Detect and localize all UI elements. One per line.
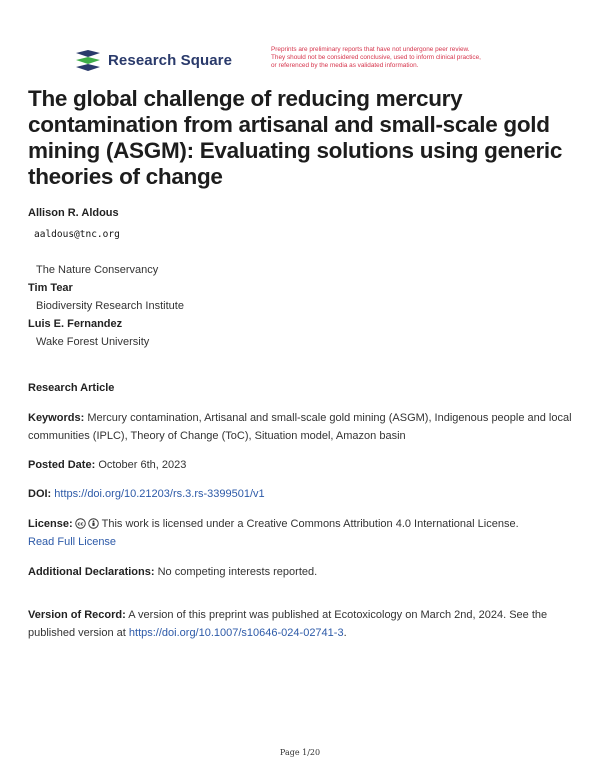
license (28, 515, 576, 551)
page-number: Page 1/20 (279, 748, 321, 757)
keywords-label: Keywords: (28, 412, 85, 424)
preprint-disclaimer (271, 46, 541, 70)
author-affiliation: The Nature Conservancy (36, 264, 159, 276)
research-square-logo[interactable] (74, 49, 232, 71)
author-name: Tim Tear (28, 282, 73, 294)
posted-date (28, 456, 576, 474)
svg-text:cc: cc (77, 521, 84, 528)
brand-name: Research Square (108, 51, 233, 69)
license-label: License: (28, 518, 73, 530)
version-text: A version of this preprint was published at Ecotoxicology on March 2nd, 2024. See the published version at (28, 609, 548, 639)
version-of-record (28, 606, 576, 642)
doi-label: DOI: (28, 488, 52, 500)
posted-date-label: Posted Date: (28, 459, 96, 471)
cc-icon (75, 518, 86, 529)
version-link[interactable]: https://doi.org/10.1007/s10646-024-02741-3 (128, 627, 344, 639)
version-end: . (343, 627, 347, 639)
disclaimer-line: They should not be considered conclusive, used to inform clinical practice, (271, 54, 481, 61)
keywords (28, 409, 576, 445)
author-affiliation: Biodiversity Research Institute (36, 300, 184, 312)
license-text: This work is licensed under a Creative Commons Attribution 4.0 International License. (101, 518, 519, 530)
article-type (28, 379, 576, 397)
article-type-label: Research Article (28, 382, 115, 394)
declarations-label: Additional Declarations: (28, 566, 155, 578)
author-name: Allison R. Aldous (28, 207, 119, 219)
additional-declarations (28, 563, 576, 581)
declarations-text: No competing interests reported. (157, 566, 318, 578)
by-icon (88, 518, 99, 529)
disclaimer-line: Preprints are preliminary reports that have not undergone peer review. (271, 46, 470, 53)
disclaimer-line: or referenced by the media as validated information. (271, 62, 419, 69)
author-name: Luis E. Fernandez (28, 318, 123, 330)
doi-link[interactable]: https://doi.org/10.21203/rs.3.rs-3399501/v1 (54, 488, 265, 500)
author-affiliation: Wake Forest University (36, 336, 150, 348)
license-icons (75, 518, 99, 529)
keywords-text: Mercury contamination, Artisanal and small-scale gold mining (ASGM), Indigenous people and local communities (IPLC), Theory of Change (ToC), Situation model, Amazon basin (28, 412, 572, 442)
posted-date-value: October 6th, 2023 (98, 459, 187, 471)
version-label: Version of Record: (28, 609, 126, 621)
paper-title: The global challenge of reducing mercury contamination from artisanal and small-scale gold mining (ASGM): Evaluating solutions using generic theories of change (28, 86, 563, 189)
read-full-license-link[interactable]: Read Full License (28, 536, 117, 548)
doi (28, 485, 576, 503)
author-email[interactable]: aaldous@tnc.org (34, 229, 120, 240)
research-square-mark-icon (74, 49, 102, 71)
